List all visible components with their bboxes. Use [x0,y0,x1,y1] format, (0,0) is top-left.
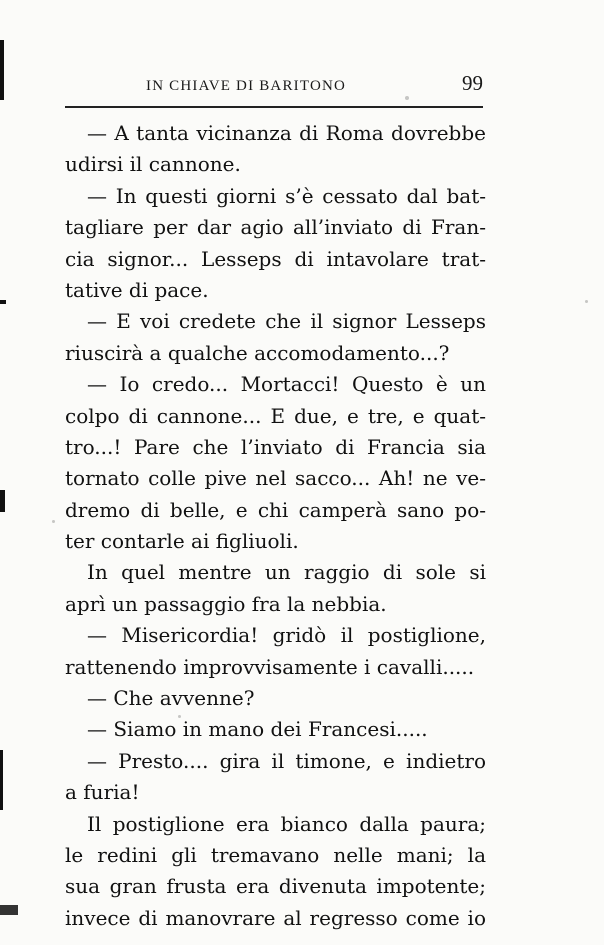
text-line: tagliare per dar agio all’inviato di Fran- [65,215,486,240]
page-edge-mark [0,750,3,810]
text-line: Il postiglione era bianco dalla paura; [87,811,486,836]
text-line: — A tanta vicinanza di Roma dovrebbe [87,121,486,145]
page-header [65,70,485,100]
text-line: tornato colle pive nel sacco... Ah! ne ve- [65,466,486,491]
text-line: — Io credo... Mortacci! Questo è un [87,372,486,397]
page-number: 99 [462,71,483,95]
text-line: udirsi il cannone. [65,152,241,177]
text-line: — Presto.... gira il timone, e indietro [87,748,486,773]
page-edge-mark [0,300,6,304]
page-edge-mark [0,905,18,915]
page-edge-mark [0,490,5,512]
text-line: riuscirà a qualche accomodamento...? [65,340,450,365]
paper-speck [585,300,588,303]
text-line: dremo di belle, e chi camperà sano po- [65,497,486,522]
paper-speck [52,520,55,523]
text-line: — Che avvenne? [87,686,255,711]
text-line: le redini gli tremavano nelle mani; la [65,842,486,867]
text-line: tro...! Pare che l’inviato di Francia sia [65,434,486,459]
text-line: rattenendo improvvisamente i cavalli..... [65,654,475,679]
text-line: invece di manovrare al regresso come io [65,905,486,930]
text-line: sua gran frusta era divenuta impotente; [65,874,486,899]
header-rule [65,106,483,108]
text-line: In quel mentre un raggio di sole si [87,560,486,585]
text-line: colpo di cannone... E due, e tre, e quat- [65,403,486,428]
text-line: — In questi giorni s’è cessato dal bat- [87,183,486,208]
body-text [65,118,486,934]
page-edge-mark [0,40,4,100]
running-title: IN CHIAVE DI BARITONO [146,78,347,94]
text-line: ter contarle ai figliuoli. [65,529,299,554]
text-line: tative di pace. [65,277,209,302]
text-line: a furia! [65,780,140,805]
text-line: — E voi credete che il signor Lesseps [87,309,486,334]
text-line: — Misericordia! gridò il postiglione, [87,623,486,648]
text-line: — Siamo in mano dei Francesi..... [87,717,428,742]
text-line: cia signor... Lesseps di intavolare trat- [65,246,486,271]
text-line: aprì un passaggio fra la nebbia. [65,591,387,616]
